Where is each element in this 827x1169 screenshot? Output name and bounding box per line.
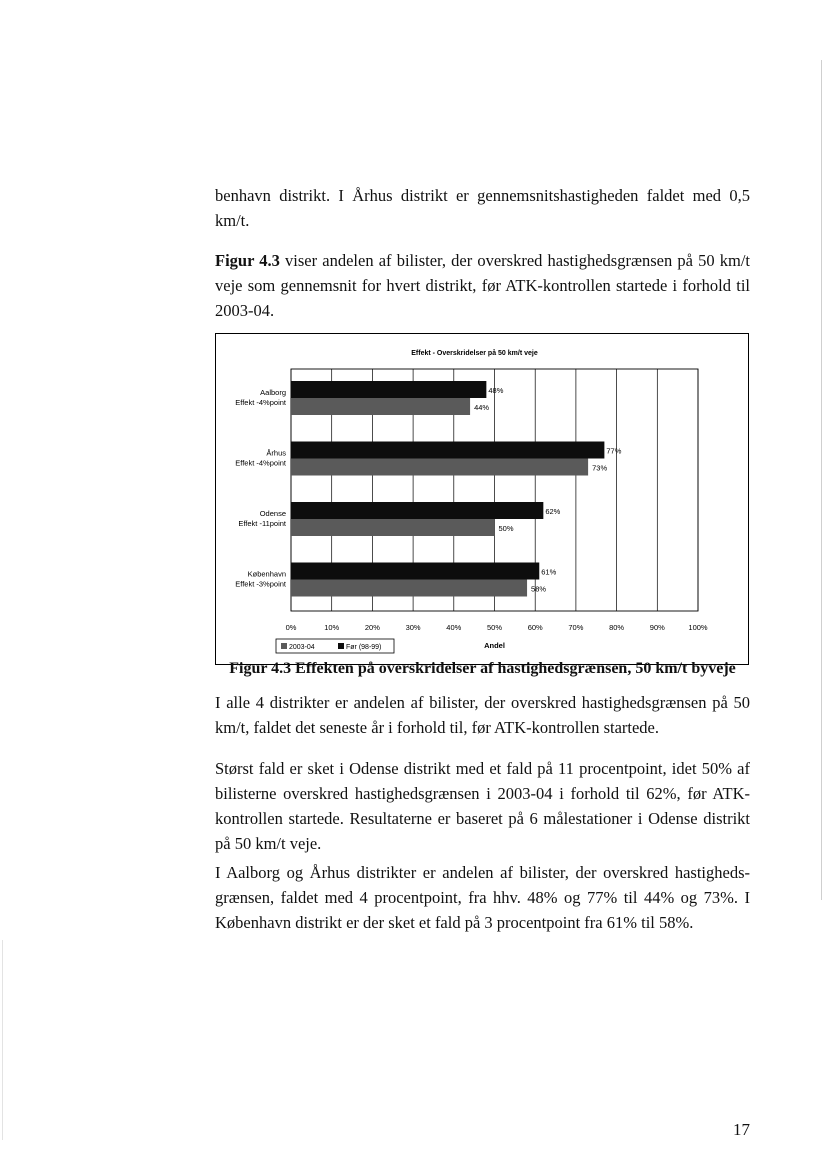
bar-2003-04 [291, 580, 527, 597]
category-sublabel: Effekt -3%point [235, 579, 286, 589]
data-label: 48% [488, 386, 504, 395]
x-tick-label: 30% [405, 623, 421, 632]
x-tick-label: 80% [609, 623, 625, 632]
data-label: 58% [531, 584, 547, 594]
paragraph-odense: Størst fald er sket i Odense distrikt med et fald på 11 procentpoint, idet 50% af bilisterne overskred hastighedsgrænsen i 2003-04 i forhold til 62%, før ATK-kontrollen startede. Resultaterne er baseret på 6 målestationer i Odense distrikt på 50 km/t veje. [215, 759, 750, 853]
scan-edge-line [2, 940, 3, 1140]
bar-before [291, 381, 486, 398]
legend-label: 2003-04 [289, 644, 315, 651]
data-label: 50% [498, 524, 514, 533]
data-label: 44% [474, 403, 490, 412]
paragraph-aalborg-aarhus: I Aalborg og Århus distrikter er andelen af bilister, der overskred hastigheds-grænsen, faldet med 4 procentpoint, fra hhv. 48% og 77% til 44% og 73%. I København distrikt er der sket et fald på 3 procentpoint fra 61% til 58%. [215, 863, 750, 932]
x-tick-label: 90% [649, 623, 665, 632]
x-tick-label: 60% [527, 623, 543, 632]
data-label: 73% [592, 463, 608, 473]
paragraph-summary: I alle 4 distrikter er andelen af bilister, der overskred hastighedsgrænsen på 50 km/t, faldet det seneste år i forhold til, før ATK-kontrollen startede. [215, 693, 750, 737]
page-number: 17 [733, 1120, 750, 1139]
category-label: Odense [259, 509, 286, 518]
chart-frame [215, 333, 749, 665]
figure-caption: Figur 4.3 Effekten på overskridelser af hastighedsgrænsen, 50 km/t byveje [229, 660, 736, 677]
legend-swatch-before [338, 643, 344, 649]
bar-2003-04 [291, 459, 588, 476]
paragraph-intro: benhavn distrikt. I Århus distrikt er gennemsnitshastigheden faldet med 0,5 km/t. [215, 186, 750, 230]
data-label: 62% [545, 507, 561, 516]
figure-reference: Figur 4.3 [215, 251, 280, 270]
paragraph-figure-ref [215, 248, 750, 323]
chart-title: Effekt - Overskridelser på 50 km/t veje [411, 350, 538, 357]
x-tick-label: 0% [285, 623, 297, 632]
legend-swatch-2003-04 [281, 643, 287, 649]
x-tick-label: 40% [446, 623, 462, 632]
data-label: 77% [606, 446, 622, 456]
bar-before [291, 442, 604, 459]
bar-before [291, 563, 539, 580]
category-label: Århus [266, 448, 286, 458]
x-tick-label: 70% [568, 623, 584, 632]
category-label: Aalborg [260, 388, 286, 397]
x-tick-label: 20% [364, 623, 380, 632]
x-tick-label: 100% [688, 623, 708, 632]
category-sublabel: Effekt -11point [238, 519, 286, 528]
bar-chart [216, 334, 748, 664]
legend-label: Før (98-99) [346, 644, 382, 651]
bar-2003-04 [291, 398, 470, 415]
x-axis-label: Andel [484, 641, 505, 650]
data-label: 61% [541, 567, 557, 577]
x-tick-label: 50% [486, 623, 503, 632]
category-sublabel: Effekt -4%point [235, 398, 286, 407]
category-sublabel: Effekt -4%point [235, 458, 286, 468]
bar-2003-04 [291, 519, 495, 536]
x-tick-label: 10% [324, 623, 340, 632]
scan-edge-line [821, 60, 822, 900]
bar-before [291, 502, 543, 519]
category-label: København [247, 569, 286, 579]
paragraph-figure-ref-text: viser andelen af bilister, der overskred hastighedsgrænsen på 50 km/t veje som gennemsnit for hvert distrikt, før ATK-kontrollen startede i forhold til 2003-04. [215, 251, 750, 320]
